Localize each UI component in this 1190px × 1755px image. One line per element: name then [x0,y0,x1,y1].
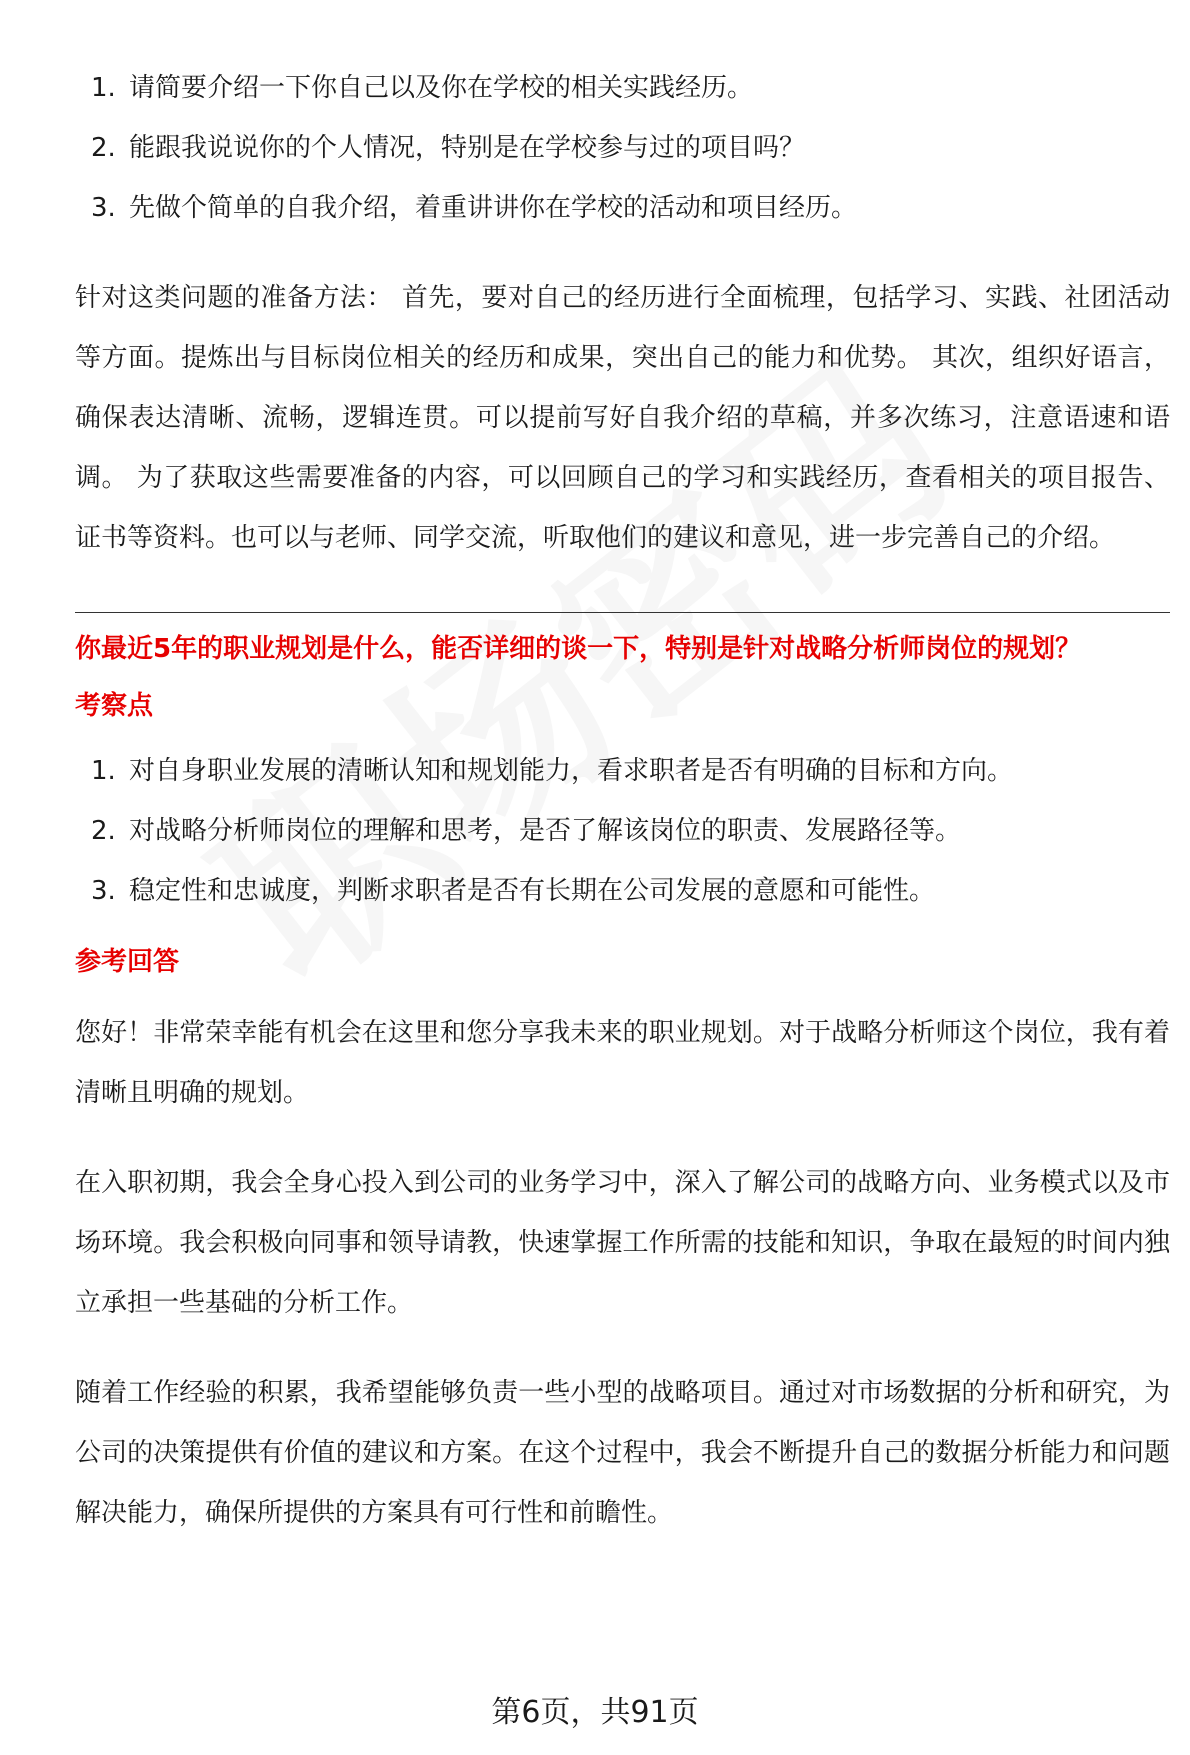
list-number: 1. [91,73,116,103]
answer-paragraph: 您好！非常荣幸能有机会在这里和您分享我未来的职业规划。对于战略分析师这个岗位，我有着清晰且明确的规划。 [75,1018,1170,1108]
focus-heading: 考察点 [75,691,154,721]
answer-paragraph: 随着工作经验的积累，我希望能够负责一些小型的战略项目。通过对市场数据的分析和研究，为公司的决策提供有价值的建议和方案。在这个过程中，我会不断提升自己的数据分析能力和问题解决能力，确保所提供的方案具有可行性和前瞻性。 [75,1378,1170,1528]
prep-method-paragraph: 针对这类问题的准备方法： 首先，要对自己的经历进行全面梳理，包括学习、实践、社团活动等方面。提炼出与目标岗位相关的经历和成果，突出自己的能力和优势。 其次，组织好语言，确保表达清晰、流畅，逻辑连贯。可以提前写好自我介绍的草稿，并多次练习，注意语速和语调。 为了获取这些需要准备的内容，可以回顾自己的学习和实践经历，查看相关的项目报告、证书等资料。也可以与老师、同学交流，听取他们的建议和意见，进一步完善自己的介绍。 [75,283,1170,553]
list-number: 3. [91,876,116,906]
list-text: 对战略分析师岗位的理解和思考，是否了解该岗位的职责、发展路径等。 [129,816,962,846]
focus-point-list [75,741,1170,921]
list-text: 对自身职业发展的清晰认知和规划能力，看求职者是否有明确的目标和方向。 [129,756,1014,786]
interview-question: 你最近5年的职业规划是什么，能否详细的谈一下，特别是针对战略分析师岗位的规划？ [75,634,1082,664]
list-text: 能跟我说说你的个人情况，特别是在学校参与过的项目吗？ [129,133,806,163]
list-number: 2. [91,133,116,163]
list-number: 2. [91,816,116,846]
answer-heading: 参考回答 [75,947,180,977]
list-text: 先做个简单的自我介绍，着重讲讲你在学校的活动和项目经历。 [129,193,858,223]
section-divider [75,612,1170,613]
list-text: 请简要介绍一下你自己以及你在学校的相关实践经历。 [129,73,754,103]
list-item [75,178,1170,238]
intro-question-list [75,58,1170,238]
answer-paragraph: 在入职初期，我会全身心投入到公司的业务学习中，深入了解公司的战略方向、业务模式以及市场环境。我会积极向同事和领导请教，快速掌握工作所需的技能和知识，争取在最短的时间内独立承担一些基础的分析工作。 [75,1168,1170,1318]
list-item [75,861,1170,921]
list-item [75,58,1170,118]
list-text: 稳定性和忠诚度，判断求职者是否有长期在公司发展的意愿和可能性。 [129,876,936,906]
list-item [75,741,1170,801]
list-number: 1. [91,756,116,786]
document-page [75,58,1170,1543]
list-item [75,118,1170,178]
list-number: 3. [91,193,116,223]
page-footer: 第6页，共91页 [491,1695,699,1730]
list-item [75,801,1170,861]
